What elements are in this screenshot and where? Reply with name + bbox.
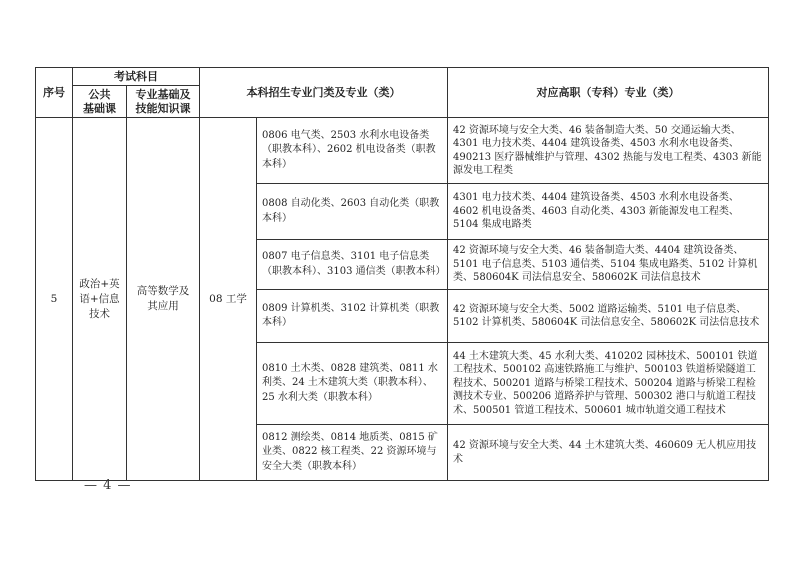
header-vocational-major: 对应高职（专科）专业（类） bbox=[448, 68, 769, 118]
undergrad-major-cell: 0808 自动化类、2603 自动化类（职教本科） bbox=[257, 184, 448, 240]
row-seq: 5 bbox=[36, 118, 73, 481]
vocational-major-cell: 44 土木建筑大类、45 水利大类、410202 园林技术、500101 铁道工程技术、500102 高速铁路施工与维护、500103 铁道桥梁隧道工程技术、500201 道路与桥梁工程技术、500204 道路与桥梁工程检测技术专业、500206 道路养护与管理、500302 港口与航道工程技术、500501 管道工程技术、500601 城市轨道交通工程技术 bbox=[448, 343, 769, 425]
header-seq: 序号 bbox=[36, 68, 73, 118]
vocational-major-cell: 4301 电力技术类、4404 建筑设备类、4503 水利水电设备类、4602 机电设备类、4603 自动化类、4303 新能源发电工程类、5104 集成电路类 bbox=[448, 184, 769, 240]
undergrad-major-cell: 0807 电子信息类、3101 电子信息类（职教本科）、3103 通信类（职教本科） bbox=[257, 240, 448, 290]
header-undergrad-major: 本科招生专业门类及专业（类） bbox=[200, 68, 448, 118]
page-number: — 4 — bbox=[84, 478, 132, 493]
header-exam-subjects: 考试科目 bbox=[73, 68, 200, 86]
vocational-major-cell: 42 资源环境与安全大类、46 装备制造大类、4404 建筑设备类、5101 电子信息类、5103 通信类、5104 集成电路类、5102 计算机类、580604K 司法信息安全、580602K 司法信息技术 bbox=[448, 240, 769, 290]
admission-table bbox=[35, 67, 769, 481]
undergrad-major-cell: 0810 土木类、0828 建筑类、0811 水利类、24 土木建筑大类（职教本科）、25 水利大类（职教本科） bbox=[257, 343, 448, 425]
undergrad-major-cell: 0806 电气类、2503 水利水电设备类（职教本科）、2602 机电设备类（职教本科） bbox=[257, 118, 448, 184]
undergrad-major-cell: 0809 计算机类、3102 计算机类（职教本科） bbox=[257, 290, 448, 343]
header-public-basic: 公共 基础课 bbox=[73, 86, 127, 118]
vocational-major-cell: 42 资源环境与安全大类、46 装备制造大类、50 交通运输大类、4301 电力技术类、4404 建筑设备类、4503 水利水电设备类、490213 医疗器械维护与管理、4302 热能与发电工程类、4303 新能源发电工程类 bbox=[448, 118, 769, 184]
header-prof-basic: 专业基础及 技能知识课 bbox=[127, 86, 200, 118]
vocational-major-cell: 42 资源环境与安全大类、5002 道路运输类、5101 电子信息类、5102 计算机类、580604K 司法信息安全、580602K 司法信息技术 bbox=[448, 290, 769, 343]
row-public-basic: 政治+英 语+信息 技术 bbox=[73, 118, 127, 481]
vocational-major-cell: 42 资源环境与安全大类、44 土木建筑大类、460609 无人机应用技术 bbox=[448, 425, 769, 481]
undergrad-major-cell: 0812 测绘类、0814 地质类、0815 矿业类、0822 核工程类、22 资源环境与安全大类（职教本科） bbox=[257, 425, 448, 481]
row-category: 08 工学 bbox=[200, 118, 257, 481]
row-prof-basic: 高等数学及 其应用 bbox=[127, 118, 200, 481]
